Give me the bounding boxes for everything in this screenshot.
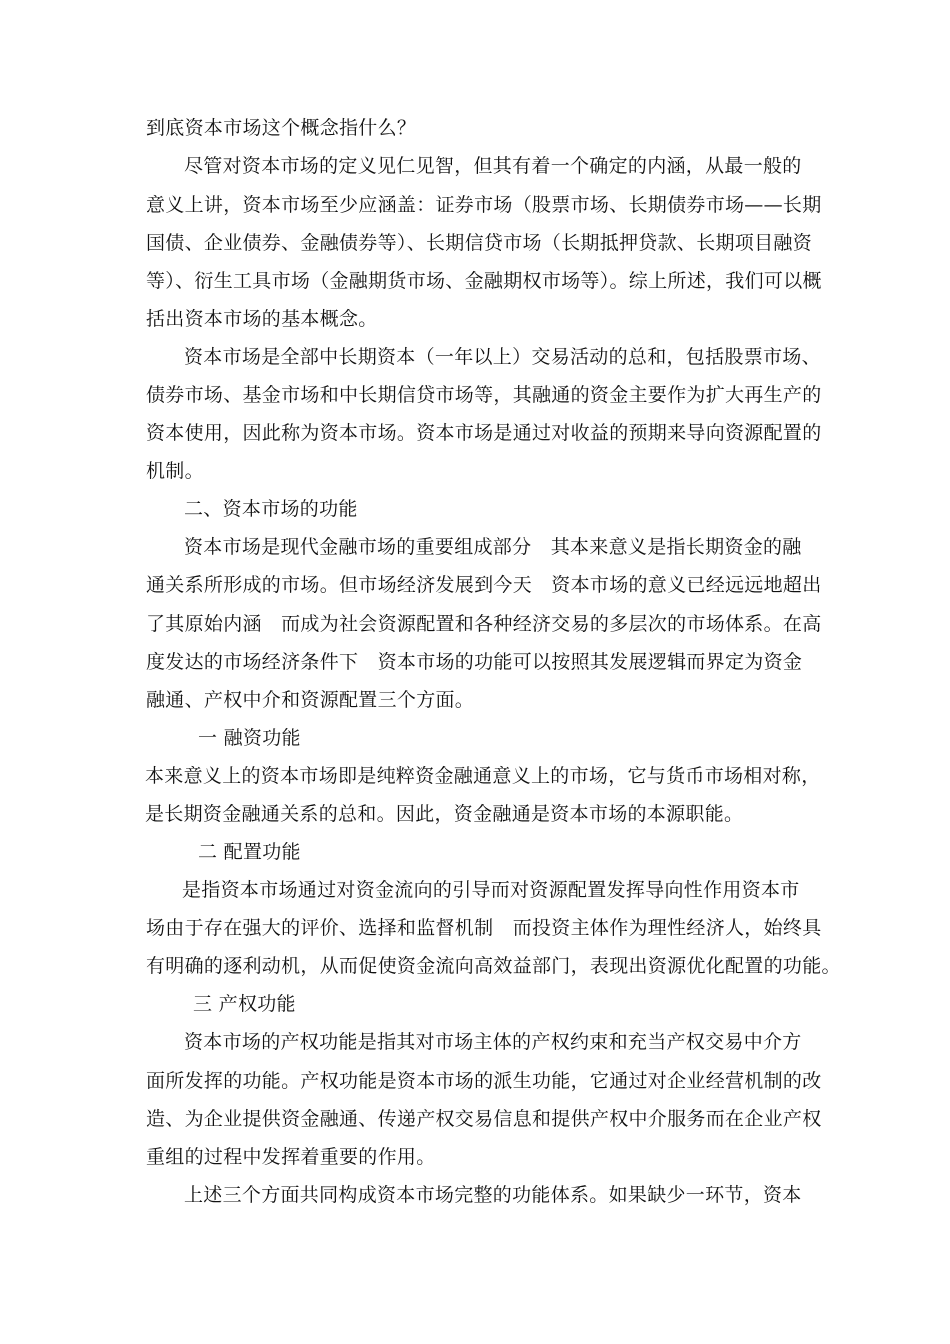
text-line: 面所发挥的功能。产权功能是资本市场的派生功能，它通过对企业经营机制的改 xyxy=(146,1070,822,1092)
paragraph-first-line: 尽管对资本市场的定义见仁见智，但其有着一个确定的内涵，从最一般的 xyxy=(184,155,802,177)
text-line: 等）、衍生工具市场（金融期货市场、金融期权市场等）。综上所述，我们可以概 xyxy=(146,270,822,292)
text-line: 是长期资金融通关系的总和。因此，资金融通是资本市场的本源职能。 xyxy=(145,803,744,825)
text-line: 度发达的市场经济条件下 资本市场的功能可以按照其发展逻辑而界定为资金 xyxy=(146,651,803,673)
text-line: 债券市场、基金市场和中长期信贷市场等，其融通的资金主要作为扩大再生产的 xyxy=(146,384,822,406)
text-line: 资本使用，因此称为资本市场。资本市场是通过对收益的预期来导向资源配置的 xyxy=(146,422,822,444)
subsection-heading: 二 配置功能 xyxy=(198,841,301,863)
paragraph-first-line: 资本市场的产权功能是指其对市场主体的产权约束和充当产权交易中介方 xyxy=(184,1031,802,1053)
text-line: 本来意义上的资本市场即是纯粹资金融通意义上的市场，它与货币市场相对称， xyxy=(145,765,821,787)
text-line: 国债、企业债券、金融债券等）、长期信贷市场（长期抵押贷款、长期项目融资 xyxy=(146,232,813,254)
subsection-heading: 一 融资功能 xyxy=(198,727,301,749)
text-line: 造、为企业提供资金融通、传递产权交易信息和提供产权中介服务而在企业产权 xyxy=(146,1108,822,1130)
text-line: 括出资本市场的基本概念。 xyxy=(146,308,378,330)
section-heading: 二、资本市场的功能 xyxy=(184,498,358,520)
text-line: 融通、产权中介和资源配置三个方面。 xyxy=(146,689,475,711)
text-line: 有明确的逐利动机，从而促使资金流向高效益部门，表现出资源优化配置的功能。 xyxy=(146,955,841,977)
text-line: 重组的过程中发挥着重要的作用。 xyxy=(146,1146,436,1168)
text-line: 机制。 xyxy=(146,460,204,482)
text-line: 通关系所形成的市场。但市场经济发展到今天 资本市场的意义已经远远地超出 xyxy=(146,574,822,596)
text-line: 场由于存在强大的评价、选择和监督机制 而投资主体作为理性经济人，始终具 xyxy=(146,917,822,939)
subsection-heading: 三 产权功能 xyxy=(193,993,296,1015)
text-line: 了其原始内涵 而成为社会资源配置和各种经济交易的多层次的市场体系。在高 xyxy=(146,613,822,635)
paragraph-first-line: 资本市场是全部中长期资本（一年以上）交易活动的总和，包括股票市场、 xyxy=(184,346,821,368)
text-line: 意义上讲，资本市场至少应涵盖：证券市场（股票市场、长期债券市场——长期 xyxy=(146,194,822,216)
paragraph-first-line: 资本市场是现代金融市场的重要组成部分 其本来意义是指长期资金的融 xyxy=(184,536,802,558)
paragraph-first-line: 是指资本市场通过对资金流向的引导而对资源配置发挥导向性作用资本市 xyxy=(182,879,800,901)
paragraph-first-line: 上述三个方面共同构成资本市场完整的功能体系。如果缺少一环节，资本 xyxy=(184,1184,802,1206)
text-line: 到底资本市场这个概念指什么？ xyxy=(146,117,417,139)
